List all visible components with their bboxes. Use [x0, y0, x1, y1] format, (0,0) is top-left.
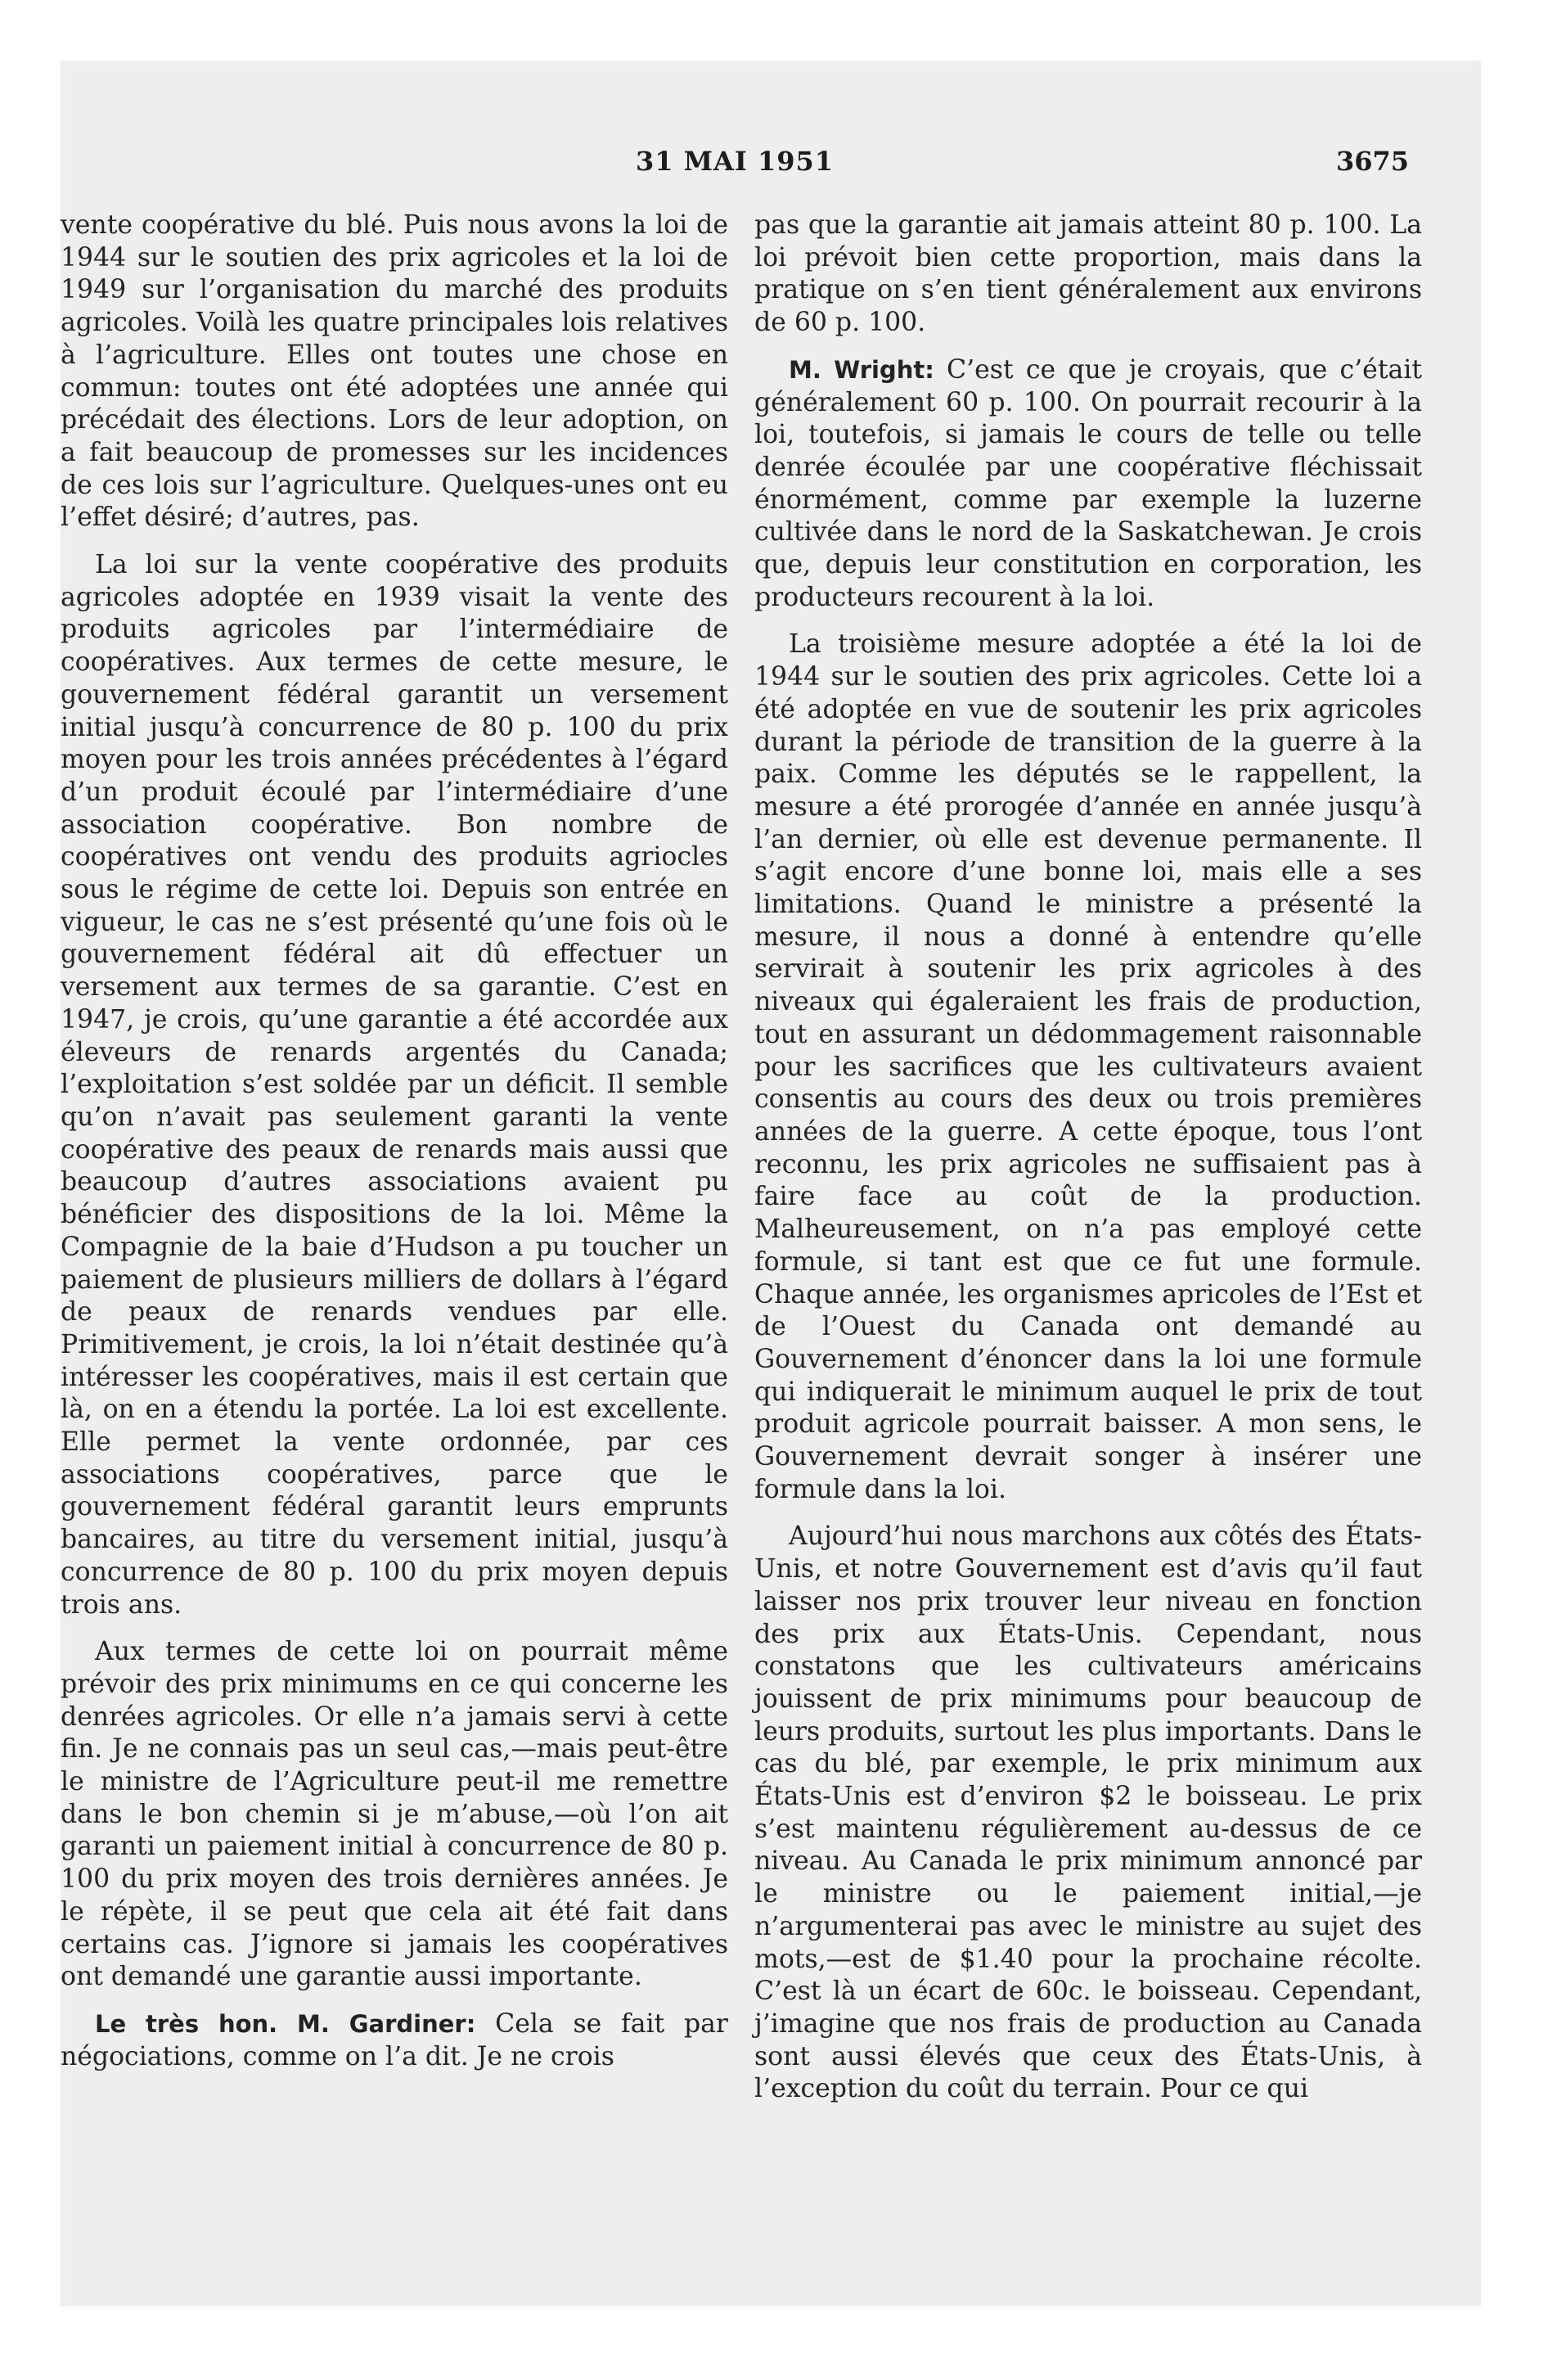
header-date: 31 MAI 1951 [635, 146, 835, 177]
speaker-name: Le très hon. M. Gardiner: [95, 2009, 476, 2038]
page-header [61, 146, 1409, 187]
paragraph: Aux termes de cette loi on pourrait même prévoir des prix minimums en ce qui concerne les denrées agricoles. Or elle n’a jamais servi à cette fin. Je ne connais pas un seul cas,—mais peut-être le ministre de l’Agriculture peut-il me remettre dans le bon chemin si je m’abuse,—où l’on ait garanti un paiement initial à concurrence de 80 p. 100 du prix moyen des trois dernières années. Je le répète, il se peut que cela ait été fait dans certains cas. J’ignore si jamais les coopératives ont demandé une garantie aussi importante. [61, 1637, 728, 1992]
speech-text: Cela se fait par négociations, comme on l’a dit. Je ne crois [61, 2008, 728, 2071]
paragraph [754, 354, 1422, 615]
paragraph: Aujourd’hui nous marchons aux côtés des États-Unis, et notre Gouvernement est d’avis qu’il faut laisser nos prix trouver leur niveau en fonction des prix aux États-Unis. Cependant, nous constatons que les cultivateurs américains jouissent de prix minimums pour beaucoup de leurs produits, surtout les plus importants. Dans le cas du blé, par exemple, le prix minimum aux États-Unis est d’environ $2 le boisseau. Le prix s’est maintenu régulièrement au-dessus de ce niveau. Au Canada le prix minimum annoncé par le ministre ou le paiement initial,—je n’argumenterai pas avec le ministre au sujet des mots,—est de $1.40 pour la prochaine récolte. C’est là un écart de 60c. le boisseau. Cependant, j’imagine que nos frais de production au Canada sont aussi élevés que ceux des États-Unis, à l’exception du coût du terrain. Pour ce qui [754, 1521, 1422, 2104]
speech-text: C’est ce que je croyais, que c’était généralement 60 p. 100. On pourrait recourir à la loi, toutefois, si jamais le cours de telle ou telle denrée écoulée par une coopérative fléchissait énormément, comme par exemple la luzerne cultivée dans le nord de la Saskatchewan. Je crois que, depuis leur constitution en corporation, les producteurs recourent à la loi. [754, 354, 1422, 612]
right-column [754, 210, 1422, 2121]
paragraph [61, 2008, 728, 2073]
paragraph: pas que la garantie ait jamais atteint 80 p. 100. La loi prévoit bien cette proportion, mais dans la pratique on s’en tient généralement aux environs de 60 p. 100. [754, 210, 1422, 338]
paragraph: La loi sur la vente coopérative des produits agricoles adoptée en 1939 visait la vente des produits agricoles par l’intermédiaire de coopératives. Aux termes de cette mesure, le gouvernement fédéral garantit un versement initial jusqu’à concurrence de 80 p. 100 du prix moyen pour les trois années précédentes à l’égard d’un produit écoulé par l’intermédiaire d’une association coopérative. Bon nombre de coopératives ont vendu des produits agriocles sous le régime de cette loi. Depuis son entrée en vigueur, le cas ne s’est présenté qu’une fois où le gouvernement fédéral ait dû effectuer un versement aux termes de sa garantie. C’est en 1947, je crois, qu’une garantie a été accordée aux éleveurs de renards argentés du Canada; l’exploitation s’est soldée par un déficit. Il semble qu’on n’avait pas seulement garanti la vente coopérative des peaux de renards mais aussi que beaucoup d’autres associations avaient pu bénéficier des dispositions de la loi. Même la Compagnie de la baie d’Hudson a pu toucher un paiement de plusieurs milliers de dollars à l’égard de peaux de renards vendues par elle. Primitivement, je crois, la loi n’était destinée qu’à intéresser les coopératives, mais il est certain que là, on en a étendu la portée. La loi est excellente. Elle permet la vente ordonnée, par ces associations coopératives, parce que le gouvernement fédéral garantit leurs emprunts bancaires, au titre du versement initial, jusqu’à concurrence de 80 p. 100 du prix moyen depuis trois ans. [61, 550, 728, 1620]
paragraph: La troisième mesure adoptée a été la loi de 1944 sur le soutien des prix agricoles. Cette loi a été adoptée en vue de soutenir les prix agricoles durant la période de transition de la guerre à la paix. Comme les députés se le rappellent, la mesure a été prorogée d’année en année jusqu’à l’an dernier, où elle est devenue permanente. Il s’agit encore d’une bonne loi, mais elle a ses limitations. Quand le ministre a présenté la mesure, il nous a donné à entendre qu’elle servirait à soutenir les prix agricoles à des niveaux qui égaleraient les frais de production, tout en assurant un dédommagement raisonnable pour les sacrifices que les cultivateurs avaient consentis au cours des deux ou trois premières années de la guerre. A cette époque, tous l’ont reconnu, les prix agricoles ne suffisaient pas à faire face au coût de la production. Malheureusement, on n’a pas employé cette formule, si tant est que ce fut une formule. Chaque année, les organismes apricoles de l’Est et de l’Ouest du Canada ont demandé au Gouvernement d’énoncer dans la loi une formule qui indiquerait le minimum auquel le prix de tout produit agricole pourrait baisser. A mon sens, le Gouvernement devrait songer à insérer une formule dans la loi. [754, 629, 1422, 1504]
paragraph: vente coopérative du blé. Puis nous avons la loi de 1944 sur le soutien des prix agricoles et la loi de 1949 sur l’organisation du marché des produits agricoles. Voilà les quatre principales lois relatives à l’agriculture. Elles ont toutes une chose en commun: toutes ont été adoptées une année qui précédait des élections. Lors de leur adoption, on a fait beaucoup de promesses sur les incidences de ces lois sur l’agriculture. Quelques-unes ont eu l’effet désiré; d’autres, pas. [61, 210, 728, 533]
left-column [61, 210, 728, 2088]
speaker-name: M. Wright: [789, 355, 934, 384]
page-number: 3675 [1335, 146, 1409, 177]
